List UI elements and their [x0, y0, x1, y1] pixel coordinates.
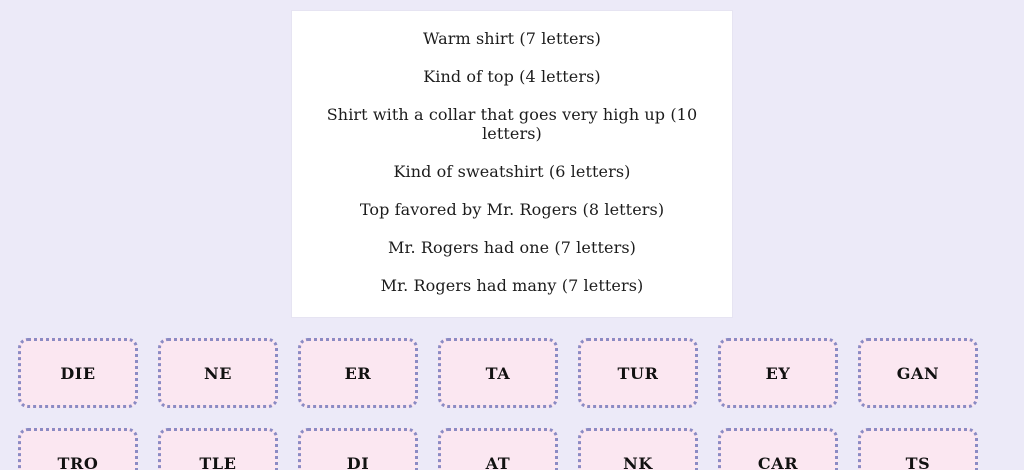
clue-item: Shirt with a collar that goes very high up (10 letters) [326, 105, 698, 143]
letter-tile-label: EY [765, 363, 791, 383]
letter-tile-label: NE [203, 363, 233, 383]
clue-item: Kind of sweatshirt (6 letters) [393, 162, 631, 181]
letter-tile[interactable] [158, 338, 278, 408]
letter-tile[interactable] [858, 338, 978, 408]
letter-tile-label: TRO [57, 453, 99, 470]
letter-tile-label: NK [623, 453, 653, 470]
tile-tray [18, 338, 978, 470]
letter-tile-label: TA [485, 363, 511, 383]
letter-tile-label: ER [344, 363, 372, 383]
letter-tile[interactable] [718, 428, 838, 470]
letter-tile-label: TLE [199, 453, 237, 470]
letter-tile[interactable] [158, 428, 278, 470]
clue-item: Mr. Rogers had one (7 letters) [388, 238, 636, 257]
letter-tile-label: TS [905, 453, 931, 470]
clue-item: Kind of top (4 letters) [423, 67, 601, 86]
letter-tile-label: GAN [896, 363, 940, 383]
clue-item: Warm shirt (7 letters) [422, 29, 602, 48]
clue-card [291, 10, 733, 318]
letter-tile[interactable] [298, 428, 418, 470]
letter-tile-label: DI [346, 453, 370, 470]
letter-tile[interactable] [858, 428, 978, 470]
letter-tile[interactable] [578, 338, 698, 408]
letter-tile[interactable] [18, 338, 138, 408]
clue-item: Top favored by Mr. Rogers (8 letters) [359, 200, 665, 219]
letter-tile-label: CAR [757, 453, 799, 470]
letter-tile[interactable] [438, 428, 558, 470]
letter-tile[interactable] [578, 428, 698, 470]
letter-tile-label: TUR [617, 363, 659, 383]
letter-tile[interactable] [18, 428, 138, 470]
letter-tile[interactable] [438, 338, 558, 408]
letter-tile[interactable] [718, 338, 838, 408]
letter-tile-label: DIE [60, 363, 96, 383]
letter-tile[interactable] [298, 338, 418, 408]
letter-tile-label: AT [485, 453, 511, 470]
clue-item: Mr. Rogers had many (7 letters) [380, 276, 644, 295]
